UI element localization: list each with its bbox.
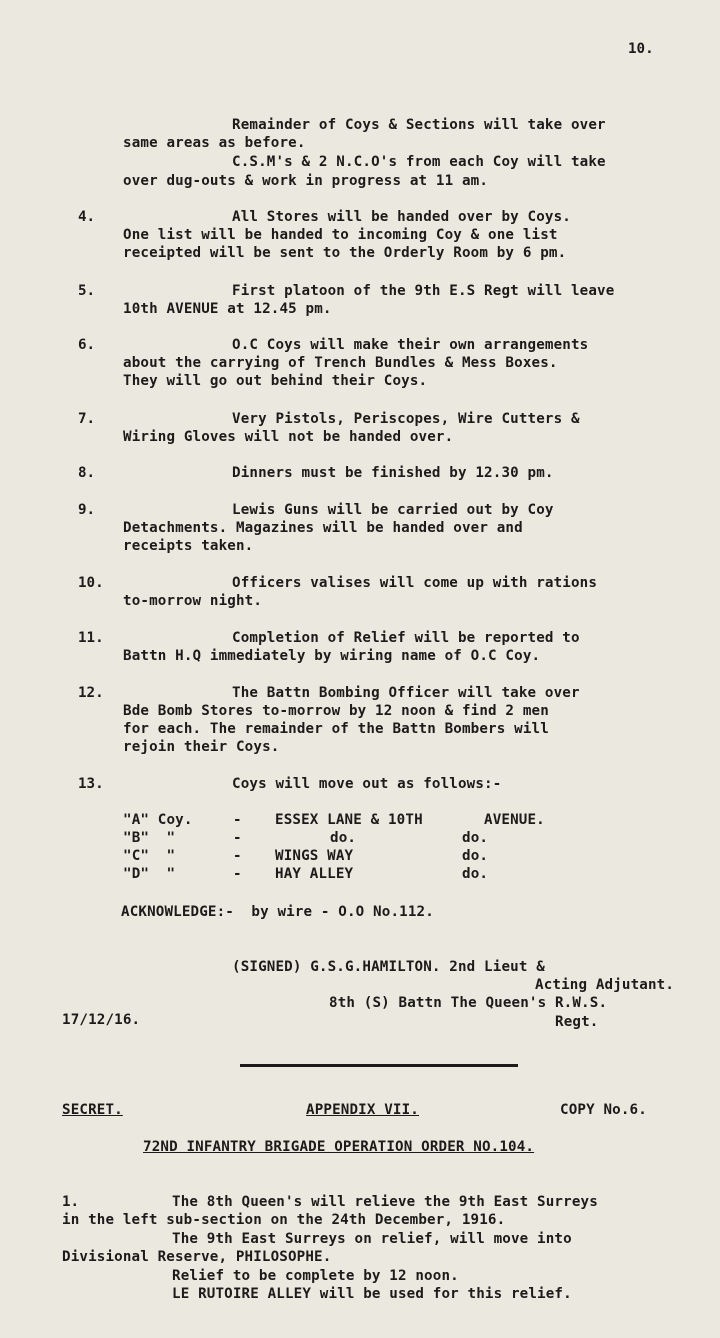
paragraph-line: The Battn Bombing Officer will take over [232,685,580,701]
move-dash: - [233,812,242,828]
paragraph-line: Lewis Guns will be carried out by Coy [232,502,554,518]
order-line: The 8th Queen's will relieve the 9th East Surreys [172,1194,598,1210]
paragraph-number: 5. [78,283,96,299]
move-destination: do. [462,866,489,882]
signature-line: Regt. [555,1014,599,1030]
paragraph-number: 13. [78,776,104,792]
move-destination: AVENUE. [484,812,545,828]
paragraph-line: All Stores will be handed over by Coys. [232,209,571,225]
document-date: 17/12/16. [62,1012,141,1028]
paragraph-line: about the carrying of Trench Bundles & Mess Boxes. [123,355,558,371]
order-line: Divisional Reserve, PHILOSOPHE. [62,1249,332,1265]
paragraph-number: 10. [78,575,104,591]
move-coy: "D" " [123,866,176,882]
paragraph-line: First platoon of the 9th E.S Regt will leave [232,283,615,299]
paragraph-line: rejoin their Coys. [123,739,280,755]
paragraph-line: to-morrow night. [123,593,263,609]
paragraph-line: Battn H.Q immediately by wiring name of O.C Coy. [123,648,541,664]
move-dash: - [233,830,242,846]
intro-line: same areas as before. [123,135,306,151]
move-route: HAY ALLEY [275,866,354,882]
paragraph-line: Coys will move out as follows:- [232,776,502,792]
paragraph-line: One list will be handed to incoming Coy & one list [123,227,558,243]
paragraph-number: 1. [62,1194,80,1210]
move-destination: do. [462,830,489,846]
intro-line: Remainder of Coys & Sections will take over [232,117,606,133]
order-line: LE RUTOIRE ALLEY will be used for this relief. [172,1286,572,1302]
paragraph-line: Completion of Relief will be reported to [232,630,580,646]
paragraph-line: receipts taken. [123,538,254,554]
signature-line: 8th (S) Battn The Queen's R.W.S. [329,995,608,1011]
paragraph-line: 10th AVENUE at 12.45 pm. [123,301,332,317]
operation-order-title: 72ND INFANTRY BRIGADE OPERATION ORDER NO.104. [143,1139,535,1155]
move-route: WINGS WAY [275,848,354,864]
paragraph-line: Wiring Gloves will not be handed over. [123,429,454,445]
paragraph-line: Bde Bomb Stores to-morrow by 12 noon & find 2 men [123,703,549,719]
move-coy: "A" Coy. [123,812,193,828]
paragraph-line: They will go out behind their Coys. [123,373,428,389]
order-line: in the left sub-section on the 24th December, 1916. [62,1212,506,1228]
page-number: 10. [628,41,654,57]
paragraph-line: receipted will be sent to the Orderly Room by 6 pm. [123,245,567,261]
acknowledge-line: ACKNOWLEDGE:- by wire - O.O No.112. [121,904,434,920]
move-destination: do. [462,848,489,864]
paragraph-line: Dinners must be finished by 12.30 pm. [232,465,554,481]
paragraph-number: 9. [78,502,96,518]
copy-number: COPY No.6. [560,1102,647,1118]
secret-label: SECRET. [62,1102,123,1118]
move-dash: - [233,866,242,882]
signature-line: (SIGNED) G.S.G.HAMILTON. 2nd Lieut & [232,959,545,975]
paragraph-line: Detachments. Magazines will be handed over and [123,520,523,536]
paragraph-line: Officers valises will come up with rations [232,575,598,591]
signature-line: Acting Adjutant. [535,977,675,993]
appendix-title: APPENDIX VII. [306,1102,419,1118]
paragraph-number: 7. [78,411,96,427]
intro-line: over dug-outs & work in progress at 11 am. [123,173,489,189]
order-line: The 9th East Surreys on relief, will move into [172,1231,572,1247]
move-route: ESSEX LANE & 10TH [275,812,423,828]
paragraph-number: 12. [78,685,104,701]
paragraph-line: Very Pistols, Periscopes, Wire Cutters & [232,411,580,427]
paragraph-line: for each. The remainder of the Battn Bombers will [123,721,549,737]
paragraph-number: 8. [78,465,96,481]
paragraph-number: 6. [78,337,96,353]
move-dash: - [233,848,242,864]
paragraph-number: 11. [78,630,104,646]
paragraph-line: O.C Coys will make their own arrangements [232,337,589,353]
move-coy: "B" " [123,830,176,846]
move-route: do. [330,830,357,846]
paragraph-number: 4. [78,209,96,225]
intro-line: C.S.M's & 2 N.C.O's from each Coy will take [232,154,606,170]
section-divider [240,1064,518,1067]
order-line: Relief to be complete by 12 noon. [172,1268,459,1284]
move-coy: "C" " [123,848,176,864]
